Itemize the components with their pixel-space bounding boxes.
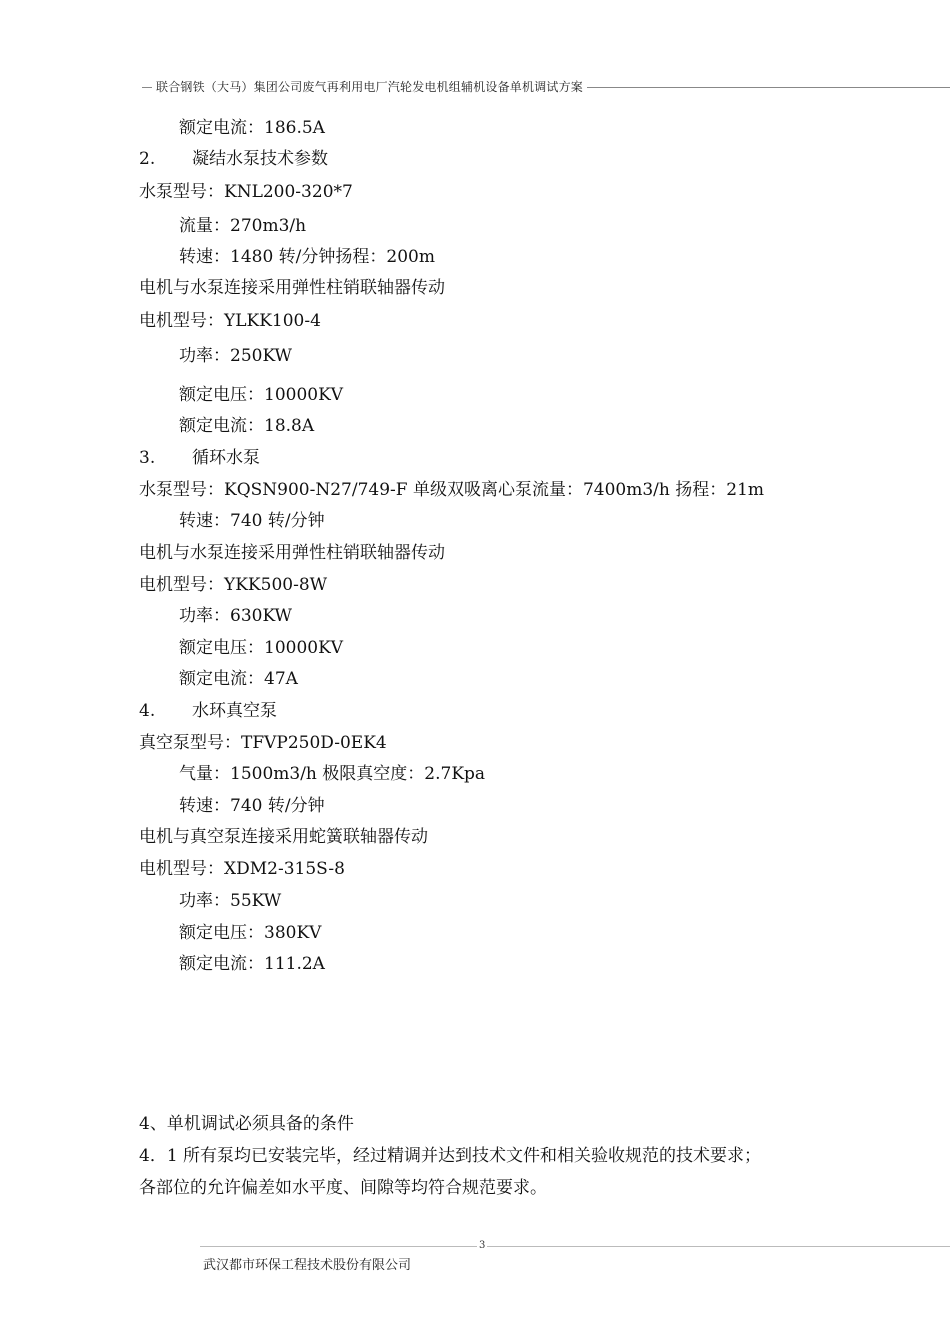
speed-line: 转速：740 转/分钟	[179, 511, 325, 531]
coupling-line: 电机与水泵连接采用弹性柱销联轴器传动	[139, 543, 445, 563]
power-line: 功率：630KW	[179, 606, 293, 626]
page-number: 3	[479, 1240, 486, 1251]
rated-current-line: 额定电流：186.5A	[179, 118, 325, 138]
motor-model-line: 电机型号：YLKK100-4	[139, 311, 321, 331]
rated-voltage-line: 额定电压：10000KV	[179, 385, 344, 405]
power-line: 功率：55KW	[179, 891, 282, 911]
flow-line: 流量：270m3/h	[179, 216, 307, 236]
page-header	[142, 78, 950, 98]
section-2-heading	[139, 148, 328, 170]
gas-flow-vacuum-line: 气量：1500m3/h 极限真空度：2.7Kpa	[179, 764, 486, 784]
speed-head-line: 转速：1480 转/分钟扬程：200m	[179, 247, 435, 267]
power-line: 功率：250KW	[179, 346, 293, 366]
section-number: 3.	[139, 448, 156, 468]
rated-voltage-line: 额定电压：10000KV	[179, 638, 344, 658]
body-paragraph: 4．1 所有泵均已安装完毕，经过精调并达到技术文件和相关验收规范的技术要求；	[139, 1146, 762, 1166]
motor-model-line: 电机型号：YKK500-8W	[139, 575, 328, 595]
rated-voltage-line: 额定电压：380KV	[179, 923, 322, 943]
section-heading: 4、单机调试必须具备的条件	[139, 1114, 354, 1134]
section-number: 4.	[139, 701, 156, 721]
speed-line: 转速：740 转/分钟	[179, 796, 325, 816]
section-number: 2.	[139, 149, 156, 169]
coupling-line: 电机与真空泵连接采用蛇簧联轴器传动	[139, 827, 428, 847]
footer-rule	[200, 1246, 950, 1247]
footer-company: 武汉都市环保工程技术股份有限公司	[203, 1258, 412, 1273]
pump-model-line: 水泵型号：KNL200-320*7	[139, 182, 353, 202]
rated-current-line: 额定电流：18.8A	[179, 416, 315, 436]
coupling-line: 电机与水泵连接采用弹性柱销联轴器传动	[139, 278, 445, 298]
rated-current-line: 额定电流：47A	[179, 669, 298, 689]
section-title: 水环真空泵	[192, 701, 277, 721]
motor-model-line: 电机型号：XDM2-315S-8	[139, 859, 345, 879]
body-paragraph: 各部位的允许偏差如水平度、间隙等均符合规范要求。	[139, 1178, 547, 1198]
header-title: 联合钢铁（大马）集团公司废气再利用电厂汽轮发电机组辅机设备单机调试方案	[152, 78, 587, 95]
section-4-heading	[139, 700, 277, 722]
vacuum-pump-model-line: 真空泵型号：TFVP250D-0EK4	[139, 733, 387, 753]
section-3-heading	[139, 447, 260, 469]
rated-current-line: 额定电流：111.2A	[179, 954, 325, 974]
pump-model-line: 水泵型号：KQSN900-N27/749-F 单级双吸离心泵流量：7400m3/h 扬程：21m	[139, 480, 765, 500]
section-title: 循环水泵	[192, 448, 260, 468]
section-title: 凝结水泵技术参数	[192, 149, 328, 169]
